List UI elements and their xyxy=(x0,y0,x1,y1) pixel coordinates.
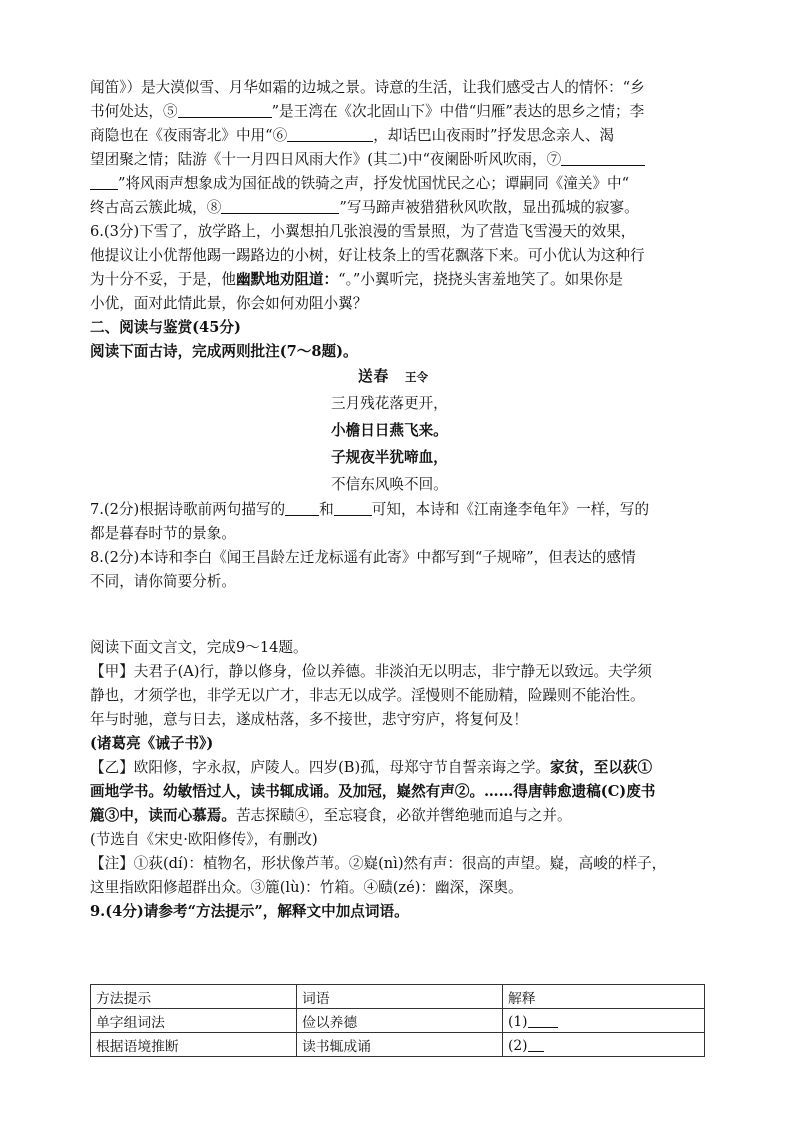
passage-jia-line: 【甲】夫君子(A)行，静以修身，俭以养德。非淡泊无以明志，非宁静无以致远。夫学须 xyxy=(90,663,652,680)
table-cell-answer[interactable] xyxy=(503,1033,705,1057)
table-header-row xyxy=(91,985,705,1009)
text-span: 苦志探赜④，至忘寝食，必欲并辔绝驰而追与之并。 xyxy=(235,807,572,824)
poem-line: 子规夜半犹啼血， xyxy=(331,449,448,466)
table-row xyxy=(91,1009,705,1033)
text-span: 不同，请你简要分析。 xyxy=(90,573,236,590)
text-span: 终古高云簇此城，⑧ xyxy=(90,199,222,216)
table-cell: 单字组词法 xyxy=(91,1009,297,1033)
passage-yi-line xyxy=(90,756,706,780)
text-span: ”将风雨声想象成为国征战的铁骑之声，抒发忧国忧民之心；谭嗣同《潼关》中“ xyxy=(118,175,630,192)
passage-yi-line: 画地学书。幼敏悟过人，读书辄成诵。及加冠，嶷然有声②。……得唐韩愈遗稿(C)废书 xyxy=(90,783,656,800)
fill-blank-7a[interactable] xyxy=(561,149,645,166)
question-7-line xyxy=(90,522,706,546)
poem-line: 小檐日日燕飞来。 xyxy=(331,422,448,439)
fill-blank-8[interactable] xyxy=(221,197,339,214)
text-line xyxy=(90,196,706,220)
method-table xyxy=(90,984,705,1057)
passage-jia-line: 年与时驰，意与日去，遂成枯落，多不接世，悲守穷庐，将复何及！ xyxy=(90,711,528,728)
table-cell: 俭以养德 xyxy=(297,1009,503,1033)
text-span: 可知，本诗和《江南逢李龟年》一样，写的 xyxy=(371,501,650,518)
passage-yi-source: (节选自《宋史·欧阳修传》，有删改) xyxy=(90,831,318,848)
notes-line: 这里指欧阳修超群出众。③簏(lù)：竹箱。④赜(zé)：幽深，深奥。 xyxy=(90,879,523,896)
text-span: ，却话巴山夜雨时”抒发思念亲人、渴 xyxy=(373,127,615,144)
text-span: 为十分不妥，于是，他 xyxy=(90,271,236,288)
question-6-line xyxy=(90,292,706,316)
answer-space xyxy=(90,594,706,636)
passage-yi-line xyxy=(90,804,706,828)
text-span: 都是暮春时节的景象。 xyxy=(90,525,236,542)
text-span: ”写马蹄声被猎猎秋风吹散，显出孤城的寂寥。 xyxy=(339,199,639,216)
exam-page xyxy=(90,76,706,924)
text-span: 6.(3分)下雪了，放学路上，小翼想拍几张浪漫的雪景照，为了营造飞雪漫天的效果， xyxy=(90,223,636,240)
text-line xyxy=(90,172,706,196)
table-cell-answer[interactable] xyxy=(503,1009,705,1033)
poem xyxy=(90,364,706,498)
text-span: 望团聚之情；陆游《十一月四日风雨大作》(其二)中“夜阑卧听风吹雨，⑦ xyxy=(90,151,562,168)
bold-text: 家贫，至以荻① xyxy=(549,759,653,776)
question-9: 9.(4分)请参考“方法提示”，解释文中加点词语。 xyxy=(90,903,409,920)
question-7-line xyxy=(90,498,706,522)
fill-blank-7-second[interactable] xyxy=(334,499,372,516)
answer-label: (2) xyxy=(508,1038,528,1054)
table-header-cell: 方法提示 xyxy=(91,985,297,1009)
bold-text: 幽默地劝阻道： xyxy=(235,271,339,288)
text-span: 和 xyxy=(319,501,334,518)
fill-blank-5[interactable] xyxy=(178,101,272,118)
poem-author: 王令 xyxy=(405,370,428,384)
text-line xyxy=(90,148,706,172)
answer-blank-1[interactable] xyxy=(528,1011,558,1028)
question-8-line xyxy=(90,570,706,594)
question-6-line xyxy=(90,244,706,268)
notes-line: 【注】①荻(dí)：植物名，形状像芦苇。②嶷(nì)然有声：很高的声望。嶷，高峻的样子， xyxy=(90,855,667,872)
text-line xyxy=(90,100,706,124)
text-span: 他提议让小优帮他踢一踢路边的小树，好让枝条上的雪花飘落下来。可小优认为这种行 xyxy=(90,247,645,264)
fill-blank-6[interactable] xyxy=(287,125,373,142)
poem-header xyxy=(90,364,706,390)
bold-text: 簏③中，读而心慕焉。 xyxy=(90,807,236,824)
section-instruction: 阅读下面古诗，完成两则批注(7～8题)。 xyxy=(90,343,358,360)
answer-blank-2[interactable] xyxy=(528,1035,544,1052)
section-heading: 二、阅读与鉴赏(45分) xyxy=(90,319,241,336)
poem-title: 送春 xyxy=(358,368,390,385)
question-8-line xyxy=(90,546,706,570)
poem-line: 三月残花落更开， xyxy=(331,395,448,412)
table-row xyxy=(91,1033,705,1057)
text-span: 8.(2分)本诗和李白《闻王昌龄左迁龙标遥有此寄》中都写到“子规啼”，但表达的感情 xyxy=(90,549,636,566)
passage-jia-line: 静也，才须学也，非学无以广才，非志无以成学。淫慢则不能励精，险躁则不能治性。 xyxy=(90,687,645,704)
fill-blank-7b[interactable] xyxy=(90,173,118,190)
text-span: “。”小翼听完，挠挠头害羞地笑了。如果你是 xyxy=(338,271,624,288)
text-span: 7.(2分)根据诗歌前两句描写的 xyxy=(90,501,286,518)
poem-line: 不信东风唤不回。 xyxy=(331,476,448,493)
text-span: ”是王湾在《次北固山下》中借“归雁”表达的思乡之情；李 xyxy=(271,103,645,120)
passage-jia-source: (诸葛亮《诫子书》) xyxy=(90,735,214,752)
fill-blank-7-first[interactable] xyxy=(285,499,319,516)
table-header-cell: 解释 xyxy=(503,985,705,1009)
table-header-cell: 词语 xyxy=(297,985,503,1009)
answer-label: (1) xyxy=(508,1014,528,1030)
classical-instruction: 阅读下面文言文，完成9～14题。 xyxy=(90,639,308,656)
question-6-line xyxy=(90,220,706,244)
table-cell: 读书辄成诵 xyxy=(297,1033,503,1057)
question-6-line xyxy=(90,268,706,292)
table-cell: 根据语境推断 xyxy=(91,1033,297,1057)
text-line xyxy=(90,76,706,100)
text-span: 小优，面对此情此景，你会如何劝阻小翼？ xyxy=(90,295,368,312)
text-line xyxy=(90,124,706,148)
text-span: 【乙】欧阳修，字永叔，庐陵人。四岁(B)孤，母郑守节自誓亲诲之学。 xyxy=(90,759,550,776)
text-span: 商隐也在《夜雨寄北》中用“⑥ xyxy=(90,127,288,144)
text-span: 闻笛》）是大漠似雪、月华如霜的边城之景。诗意的生活，让我们感受古人的情怀：“乡 xyxy=(90,79,645,96)
text-span: 书何处达，⑤ xyxy=(90,103,178,120)
